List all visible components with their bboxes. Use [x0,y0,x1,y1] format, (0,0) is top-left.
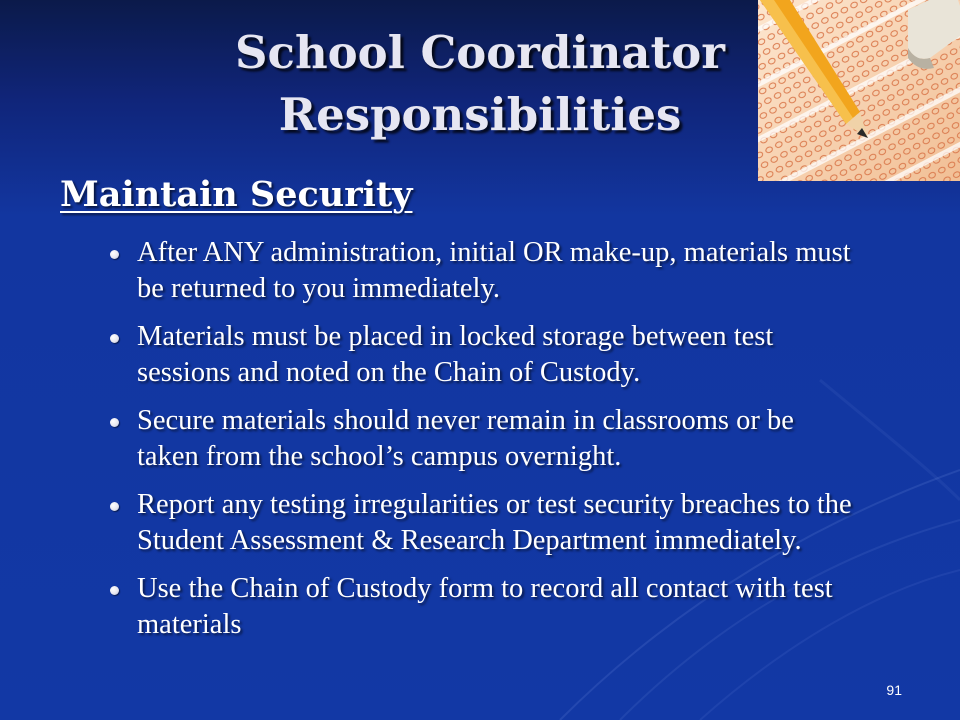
bullet-item [100,235,860,307]
bullet-dot-icon [110,334,119,343]
bullet-text: Secure materials should never remain in classrooms or be taken from the school’s campus overnight. [137,405,794,472]
slide-title [150,22,810,146]
bullet-dot-icon [110,418,119,427]
bullet-item [100,403,860,475]
bullet-item [100,319,860,391]
slide-title-line-1: School Coordinator [235,26,725,79]
slide-title-line-2: Responsibilities [278,88,682,141]
answer-sheet-pencil-icon [758,0,960,181]
bullet-text: After ANY administration, initial OR make-up, materials must be returned to you immediately. [137,237,851,304]
bullet-dot-icon [110,586,119,595]
answer-sheet-pencil-photo [758,0,960,181]
bullet-dot-icon [110,502,119,511]
bullet-list [100,235,860,655]
section-heading: Maintain Security [60,174,413,215]
page-number: 91 [886,682,902,698]
bullet-text: Use the Chain of Custody form to record all contact with test materials [137,573,833,640]
bullet-item [100,487,860,559]
bullet-text: Report any testing irregularities or test security breaches to the Student Assessment & Research Department immediately. [137,489,852,556]
bullet-item [100,571,860,643]
bullet-dot-icon [110,250,119,259]
bullet-text: Materials must be placed in locked storage between test sessions and noted on the Chain of Custody. [137,321,774,388]
